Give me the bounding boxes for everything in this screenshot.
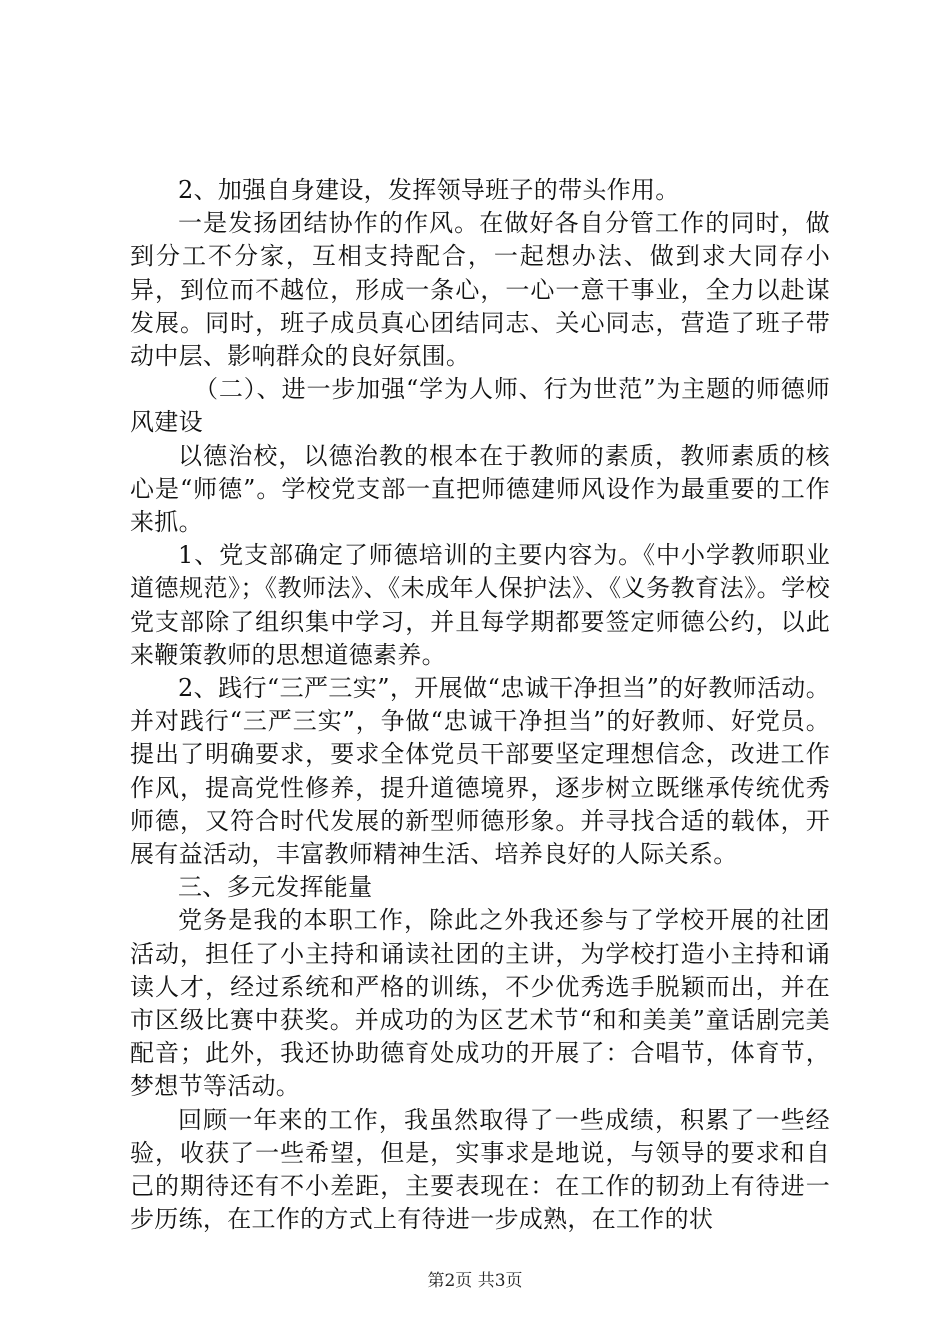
paragraph-4: 1、党支部确定了师德培训的主要内容为。《中小学教师职业道德规范》；《教师法》、《未成年人保护法》、《义务教育法》。学校党支部除了组织集中学习，并且每学期都要签定师德公约，以此来鞭策教师的思想道德素养。 <box>130 541 830 669</box>
section-heading-2: （二）、进一步加强“学为人师、行为世范”为主题的师德师风建设 <box>130 375 830 437</box>
section-heading-3: 三、多元发挥能量 <box>178 873 373 902</box>
paragraph-7: 回顾一年来的工作，我虽然取得了一些成绩，积累了一些经验，收获了一些希望，但是，实事求是地说，与领导的要求和自己的期待还有不小差距，主要表现在：在工作的韧劲上有待进一步历练，在工作的方式上有待进一步成熟，在工作的状 <box>130 1105 830 1234</box>
document-body <box>130 174 830 1237</box>
paragraph-2: 一是发扬团结协作的作风。在做好各自分管工作的同时，做到分工不分家，互相支持配合，一起想办法、做到求大同存小异，到位而不越位，形成一条心，一心一意干事业，全力以赴谋发展。同时，班子成员真心团结同志、关心同志，营造了班子带动中层、影响群众的良好氛围。 <box>130 209 830 371</box>
paragraph-5: 2、践行“三严三实”，开展做“忠诚干净担当”的好教师活动。并对践行“三严三实”，争做“忠诚干净担当”的好教师、好党员。提出了明确要求，要求全体党员干部要坚定理想信念，改进工作作风，提高党性修养，提升道德境界，逐步树立既继承传统优秀师德，又符合时代发展的新型师德形象。并寻找合适的载体，开展有益活动，丰富教师精神生活、培养良好的人际关系。 <box>130 674 830 869</box>
paragraph-3: 以德治校，以德治教的根本在于教师的素质，教师素质的核心是“师德”。学校党支部一直把师德建师风设作为最重要的工作来抓。 <box>130 441 830 537</box>
paragraph-1: 2、加强自身建设，发挥领导班子的带头作用。 <box>178 176 680 204</box>
paragraph-6: 党务是我的本职工作，除此之外我还参与了学校开展的社团活动，担任了小主持和诵读社团的主讲，为学校打造小主持和诵读人才，经过系统和严格的训练，不少优秀选手脱颖而出，并在市区级比赛中获奖。并成功的为区艺术节“和和美美”童话剧完美配音；此外，我还协助德育处成功的开展了：合唱节，体育节，梦想节等活动。 <box>130 906 830 1101</box>
page-number-footer: 第2页 共3页 <box>427 1271 523 1291</box>
